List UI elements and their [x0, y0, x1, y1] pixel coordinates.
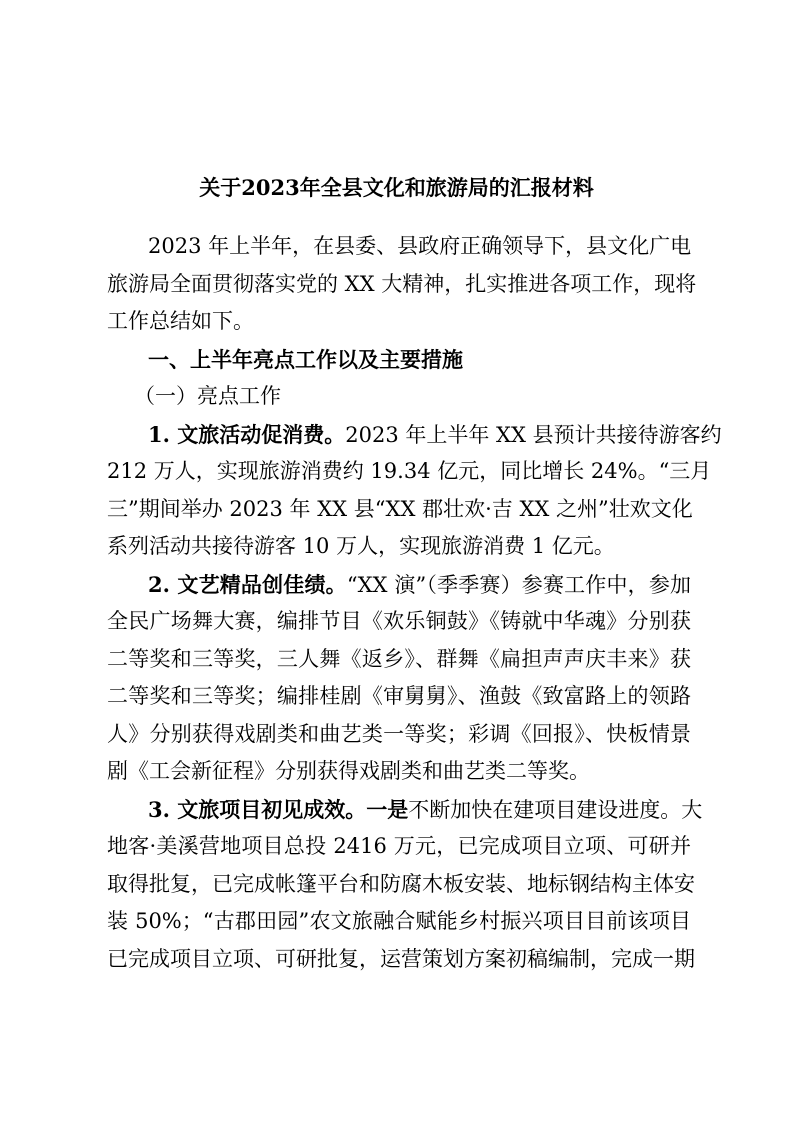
text-line	[107, 903, 691, 941]
line-text: 三”期间举办 2023 年 XX 县“XX 郡壮欢·吉 XX 之州”壮欢文化	[107, 496, 693, 521]
text-line	[107, 828, 691, 866]
line-text: 不断加快在建项目建设进度。大	[408, 797, 703, 822]
line-text: 装 50%；“古郡田园”农文旅融合赋能乡村振兴项目目前该项目	[107, 909, 691, 933]
line-text: 系列活动共接待游客 10 万人，实现旅游消费 1 亿元。	[107, 534, 615, 558]
section-heading: 一、上半年亮点工作以及主要措施	[148, 346, 463, 372]
line-text: 取得批复，已完成帐篷平台和防腐木板安装、地标钢结构主体安	[107, 871, 695, 896]
subsection-heading: （一）亮点工作	[134, 384, 281, 408]
paragraph	[107, 791, 703, 979]
text-line	[107, 941, 695, 979]
text-line	[107, 266, 697, 304]
line-text: 旅游局全面贯彻落实党的 XX 大精神，扎实推进各项工作，现将	[107, 271, 697, 296]
text-line	[107, 228, 691, 266]
line-text: 已完成项目立项、可研批复，运营策划方案初稿编制，完成一期	[107, 946, 695, 971]
text-line	[107, 528, 691, 566]
bold-lead: 3. 文旅项目初见成效。一是	[148, 796, 409, 822]
document-body	[107, 228, 722, 978]
paragraph	[107, 416, 722, 566]
line-text: 2023 年上半年 XX 县预计共接待游客约	[345, 422, 722, 447]
paragraph	[107, 566, 691, 791]
text-line	[107, 866, 695, 904]
text-line	[107, 491, 691, 529]
text-line	[107, 566, 691, 604]
text-line	[107, 416, 722, 454]
text-line	[107, 603, 691, 641]
text-line	[107, 303, 691, 341]
line-text: 2023 年上半年，在县委、县政府正确领导下，县文化广电	[148, 234, 692, 258]
line-text: 人》分别获得戏剧类和曲艺类一等奖；彩调《回报》、快板情景	[107, 721, 691, 746]
text-line	[107, 641, 691, 679]
text-line	[107, 753, 691, 791]
line-text: 全民广场舞大赛，编排节目《欢乐铜鼓》《铸就中华魂》分别获	[107, 609, 691, 633]
text-line	[107, 678, 691, 716]
line-text: 二等奖和三等奖，三人舞《返乡》、群舞《扁担声声庆丰来》获	[107, 646, 691, 671]
line-text: “XX 演”（季季赛）参赛工作中，参加	[346, 572, 692, 597]
text-line	[107, 453, 712, 491]
bold-lead: 2. 文艺精品创佳绩。	[148, 571, 347, 597]
bold-lead: 1. 文旅活动促消费。	[148, 421, 346, 447]
line-text: 工作总结如下。	[107, 309, 254, 333]
line-text: 212 万人，实现旅游消费约 19.34 亿元，同比增长 24%。“三月	[107, 459, 712, 483]
line-text: 剧《工会新征程》分别获得戏剧类和曲艺类二等奖。	[107, 759, 590, 783]
line-text: 地客·美溪营地项目总投 2416 万元，已完成项目立项、可研并	[107, 834, 691, 858]
line-text: 二等奖和三等奖；编排桂剧《审舅舅》、渔鼓《致富路上的领路	[107, 684, 691, 708]
text-line	[107, 716, 691, 754]
document-title: 关于2023年全县文化和旅游局的汇报材料	[199, 175, 594, 200]
text-line	[107, 791, 703, 829]
paragraph	[107, 228, 697, 341]
